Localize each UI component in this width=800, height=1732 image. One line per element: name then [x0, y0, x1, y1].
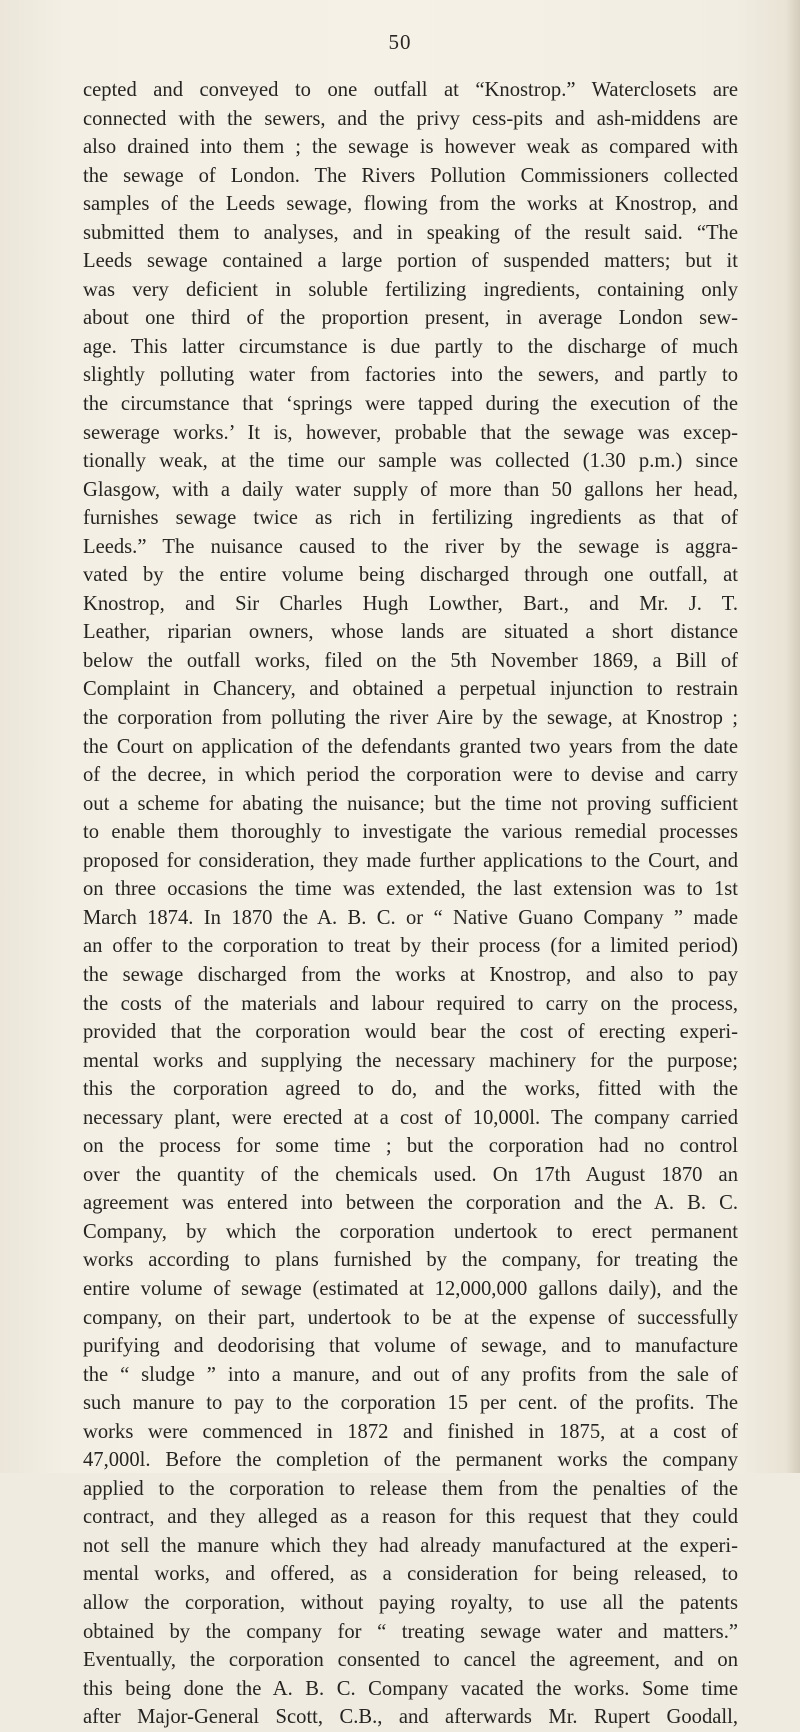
text-line: contract, and they alleged as a reason for this request that they could: [83, 1506, 738, 1529]
text-line: 47,000l. Before the completion of the permanent works the company: [83, 1449, 738, 1472]
text-line: mental works, and offered, as a consideration for being released, to: [83, 1563, 738, 1586]
text-line: this the corporation agreed to do, and the works, fitted with the: [83, 1078, 738, 1101]
text-line: furnishes sewage twice as rich in fertilizing ingredients as that of: [83, 507, 738, 530]
text-line: works according to plans furnished by the company, for treating the: [83, 1249, 738, 1272]
text-line: mental works and supplying the necessary machinery for the purpose;: [83, 1049, 738, 1072]
page-number: 50: [388, 30, 412, 54]
body-text: [83, 76, 738, 1732]
text-line: Company, by which the corporation undertook to erect permanent: [83, 1220, 738, 1243]
text-line: March 1874. In 1870 the A. B. C. or “ Native Guano Company ” made: [83, 906, 738, 929]
text-line: an offer to the corporation to treat by their process (for a limited period): [83, 935, 738, 958]
text-line: on the process for some time ; but the corporation had no control: [83, 1135, 738, 1158]
text-line: company, on their part, undertook to be at the expense of successfully: [83, 1306, 738, 1329]
text-line: Complaint in Chancery, and obtained a perpetual injunction to restrain: [83, 678, 738, 701]
text-line: entire volume of sewage (estimated at 12,000,000 gallons daily), and the: [83, 1277, 738, 1300]
text-line: works were commenced in 1872 and finished in 1875, at a cost of: [83, 1420, 738, 1443]
text-line: samples of the Leeds sewage, flowing from the works at Knostrop, and: [83, 193, 738, 216]
text-line: purifying and deodorising that volume of sewage, and to manufacture: [83, 1335, 738, 1358]
text-line: the sewage discharged from the works at Knostrop, and also to pay: [83, 963, 738, 986]
text-line: slightly polluting water from factories into the sewers, and partly to: [83, 364, 738, 387]
text-line: not sell the manure which they had already manufactured at the experi-: [83, 1534, 738, 1557]
text-line: over the quantity of the chemicals used. On 17th August 1870 an: [83, 1163, 738, 1186]
text-line: allow the corporation, without paying royalty, to use all the patents: [83, 1591, 738, 1614]
text-line: Knostrop, and Sir Charles Hugh Lowther, Bart., and Mr. J. T.: [83, 592, 738, 615]
text-line: Eventually, the corporation consented to cancel the agreement, and on: [83, 1649, 738, 1672]
text-line: proposed for consideration, they made further applications to the Court, and: [83, 849, 738, 872]
text-line: the corporation from polluting the river Aire by the sewage, at Knostrop ;: [83, 707, 738, 730]
text-line: obtained by the company for “ treating sewage water and matters.”: [83, 1620, 738, 1643]
text-line: the “ sludge ” into a manure, and out of any profits from the sale of: [83, 1363, 738, 1386]
text-line: the Court on application of the defendants granted two years from the date: [83, 735, 738, 758]
text-line: tionally weak, at the time our sample was collected (1.30 p.m.) since: [83, 450, 738, 473]
text-line: Leather, riparian owners, whose lands are situated a short distance: [83, 621, 738, 644]
text-line: submitted them to analyses, and in speaking of the result said. “The: [83, 221, 738, 244]
text-line: the circumstance that ‘springs were tapped during the execution of the: [83, 393, 738, 416]
text-line: provided that the corporation would bear the cost of erecting experi-: [83, 1021, 738, 1044]
text-line: cepted and conveyed to one outfall at “Knostrop.” Waterclosets are: [83, 79, 738, 101]
text-line: the sewage of London. The Rivers Pollution Commissioners collected: [83, 164, 738, 187]
text-line: agreement was entered into between the corporation and the A. B. C.: [83, 1192, 738, 1215]
text-line: this being done the A. B. C. Company vacated the works. Some time: [83, 1677, 738, 1700]
text-line: sewerage works.’ It is, however, probable that the sewage was excep-: [83, 421, 738, 444]
text-line: the costs of the materials and labour required to carry on the process,: [83, 992, 738, 1015]
text-line: on three occasions the time was extended, the last extension was to 1st: [83, 878, 738, 901]
page-edge-shadow: [786, 0, 800, 1473]
text-line: connected with the sewers, and the privy cess-pits and ash-middens are: [83, 107, 738, 130]
text-line: such manure to pay to the corporation 15 per cent. of the profits. The: [83, 1392, 738, 1415]
text-line: Leeds sewage contained a large portion of suspended matters; but it: [83, 250, 738, 273]
text-line: out a scheme for abating the nuisance; but the time not proving sufficient: [83, 792, 738, 815]
text-line: below the outfall works, filed on the 5th November 1869, a Bill of: [83, 649, 738, 672]
text-line: applied to the corporation to release them from the penalties of the: [83, 1477, 738, 1500]
text-line: Leeds.” The nuisance caused to the river by the sewage is aggra-: [83, 535, 738, 558]
text-line: after Major-General Scott, C.B., and afterwards Mr. Rupert Goodall,: [83, 1706, 738, 1729]
text-line: of the decree, in which period the corporation were to devise and carry: [83, 764, 738, 787]
text-line: to enable them thoroughly to investigate the various remedial processes: [83, 821, 738, 844]
text-line: Glasgow, with a daily water supply of more than 50 gallons her head,: [83, 478, 738, 501]
text-line: necessary plant, were erected at a cost of 10,000l. The company carried: [83, 1106, 738, 1129]
text-line: about one third of the proportion present, in average London sew-: [83, 307, 738, 330]
text-line: age. This latter circumstance is due partly to the discharge of much: [83, 335, 738, 358]
text-line: also drained into them ; the sewage is however weak as compared with: [83, 136, 738, 159]
text-line: vated by the entire volume being discharged through one outfall, at: [83, 564, 738, 587]
text-line: was very deficient in soluble fertilizing ingredients, containing only: [83, 278, 738, 301]
